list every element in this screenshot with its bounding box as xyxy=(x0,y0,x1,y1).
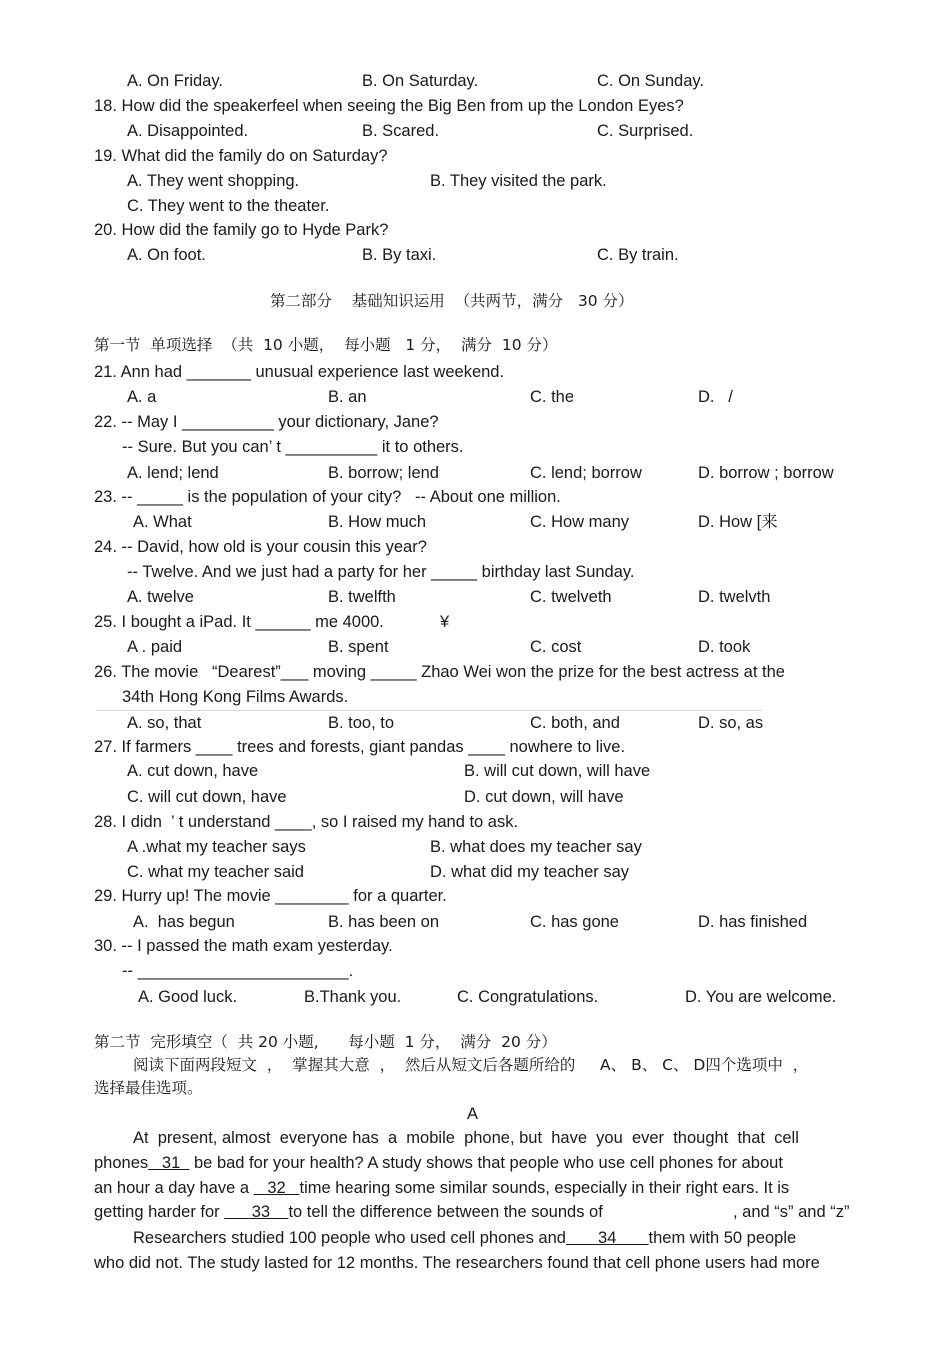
q21-option-d: D. / xyxy=(698,388,733,406)
q22-option-d: D. borrow ; borrow xyxy=(698,464,834,482)
yen-symbol: ¥ xyxy=(440,613,450,631)
q18-stem: 18. How did the speakerfeel when seeing the Big Ben from up the London Eyes? xyxy=(94,97,684,115)
q19-option-c: C. They went to the theater. xyxy=(127,197,330,215)
q22-stem: 22. -- May I __________ your dictionary, Jane? xyxy=(94,413,439,431)
divider-line xyxy=(96,710,762,711)
q20-option-c: C. By train. xyxy=(597,246,679,264)
q30-option-b: B.Thank you. xyxy=(304,988,402,1006)
q25-option-c: C. cost xyxy=(530,638,582,656)
q26-option-d: D. so, as xyxy=(698,714,764,732)
q27-option-a: A. cut down, have xyxy=(127,762,259,780)
q23-option-a: A. What xyxy=(133,513,192,531)
passage-line-2 xyxy=(94,1153,783,1173)
q22-stem-reply: -- Sure. But you can’ t __________ it to others. xyxy=(122,438,464,456)
q21-option-a: A. a xyxy=(127,388,157,406)
q23-option-b: B. How much xyxy=(328,513,427,531)
q29-option-d: D. has finished xyxy=(698,913,808,931)
part2-heading: 第二部分 基础知识运用 （共两节，满分 30 分） xyxy=(270,292,634,310)
q19-stem: 19. What did the family do on Saturday? xyxy=(94,147,388,165)
q25-option-b: B. spent xyxy=(328,638,389,656)
q22-option-a: A. lend; lend xyxy=(127,464,219,482)
q28-option-c: C. what my teacher said xyxy=(127,863,304,881)
q27-option-c: C. will cut down, have xyxy=(127,788,287,806)
q26-option-c: C. both, and xyxy=(530,714,620,732)
q25-stem: 25. I bought a iPad. It ______ me 4000. xyxy=(94,613,384,631)
q25-option-a: A . paid xyxy=(127,638,183,656)
q23-stem: 23. -- _____ is the population of your city? -- About one million. xyxy=(94,488,561,506)
passage-text: time hearing some similar sounds, especially in their right ears. It is xyxy=(299,1179,790,1197)
q19-option-a: A. They went shopping. xyxy=(127,172,300,190)
q30-option-a: A. Good luck. xyxy=(138,988,238,1006)
q21-stem: 21. Ann had _______ unusual experience last weekend. xyxy=(94,363,505,381)
passage-line-4-end: , and “s” and “z” xyxy=(733,1203,850,1221)
q20-option-a: A. On foot. xyxy=(127,246,206,264)
q30-option-c: C. Congratulations. xyxy=(457,988,599,1006)
q25-option-d: D. took xyxy=(698,638,751,656)
passage-text: them with 50 people xyxy=(648,1229,797,1247)
q17-option-a: A. On Friday. xyxy=(127,72,223,90)
q23-option-c: C. How many xyxy=(530,513,630,531)
instruction-line-2: 选择最佳选项。 xyxy=(94,1079,203,1097)
passage-line-6: who did not. The study lasted for 12 months. The researchers found that cell phone users had more xyxy=(94,1254,820,1272)
q19-option-b: B. They visited the park. xyxy=(430,172,607,190)
q29-option-a: A. has begun xyxy=(133,913,235,931)
q24-stem: 24. -- David, how old is your cousin this year? xyxy=(94,538,427,556)
q22-option-b: B. borrow; lend xyxy=(328,464,439,482)
q20-option-b: B. By taxi. xyxy=(362,246,437,264)
q24-option-c: C. twelveth xyxy=(530,588,612,606)
section1-heading: 第一节 单项选择 （共 10 小题， 每小题 1 分， 满分 10 分） xyxy=(94,336,558,354)
q20-stem: 20. How did the family go to Hyde Park? xyxy=(94,221,389,239)
q24-option-d: D. twelvth xyxy=(698,588,771,606)
q30-stem-reply: -- _______________________. xyxy=(122,962,354,980)
passage-line-3 xyxy=(94,1178,789,1198)
q21-option-c: C. the xyxy=(530,388,575,406)
q22-option-c: C. lend; borrow xyxy=(530,464,642,482)
q18-option-a: A. Disappointed. xyxy=(127,122,249,140)
q27-option-d: D. cut down, will have xyxy=(464,788,624,806)
passage-text: be bad for your health? A study shows that people who use cell phones for about xyxy=(189,1154,783,1172)
q24-stem-reply: -- Twelve. And we just had a party for her _____ birthday last Sunday. xyxy=(127,563,635,581)
q29-stem: 29. Hurry up! The movie ________ for a quarter. xyxy=(94,887,447,905)
q28-option-a: A .what my teacher says xyxy=(127,838,306,856)
q18-option-c: C. Surprised. xyxy=(597,122,694,140)
q30-option-d: D. You are welcome. xyxy=(685,988,837,1006)
q27-stem: 27. If farmers ____ trees and forests, giant pandas ____ nowhere to live. xyxy=(94,738,626,756)
blank-31: 31 xyxy=(148,1154,190,1172)
q29-option-c: C. has gone xyxy=(530,913,619,931)
blank-34: 34 xyxy=(565,1229,649,1247)
q23-option-d: D. How [来 xyxy=(698,513,778,531)
q24-option-a: A. twelve xyxy=(127,588,194,606)
instruction-line-1: 阅读下面两段短文 ， 掌握其大意 ， 然后从短文后各题所给的 A、 B、 C、 D四个选项中 ， xyxy=(133,1056,809,1074)
q26-option-a: A. so, that xyxy=(127,714,202,732)
q28-option-d: D. what did my teacher say xyxy=(430,863,629,881)
q24-option-b: B. twelfth xyxy=(328,588,396,606)
q26-option-b: B. too, to xyxy=(328,714,395,732)
q21-option-b: B. an xyxy=(328,388,367,406)
q28-option-b: B. what does my teacher say xyxy=(430,838,642,856)
q28-stem: 28. I didn ’ t understand ____, so I raised my hand to ask. xyxy=(94,813,519,831)
passage-line-4 xyxy=(94,1202,603,1222)
passage-text: an hour a day have a xyxy=(94,1179,254,1197)
q26-stem: 26. The movie “Dearest”___ moving _____ Zhao Wei won the prize for the best actress at the xyxy=(94,663,785,681)
q27-option-b: B. will cut down, will have xyxy=(464,762,651,780)
q26-stem-cont: 34th Hong Kong Films Awards. xyxy=(122,688,349,706)
q17-option-b: B. On Saturday. xyxy=(362,72,479,90)
passage-line-5 xyxy=(133,1228,796,1248)
passage-text: phones xyxy=(94,1154,149,1172)
blank-32: 32 xyxy=(253,1179,300,1197)
passage-text: getting harder for xyxy=(94,1203,225,1221)
section2-heading: 第二节 完形填空（ 共 20 小题, 每小题 1 分， 满分 20 分） xyxy=(94,1033,557,1051)
q17-option-c: C. On Sunday. xyxy=(597,72,705,90)
passage-line-1: At present, almost everyone has a mobile phone, but have you ever thought that cell xyxy=(133,1129,799,1147)
passage-label: A xyxy=(467,1105,479,1123)
q30-stem: 30. -- I passed the math exam yesterday. xyxy=(94,937,393,955)
q18-option-b: B. Scared. xyxy=(362,122,440,140)
passage-text: to tell the difference between the sounds of xyxy=(288,1203,603,1221)
passage-text: Researchers studied 100 people who used cell phones and xyxy=(133,1229,566,1247)
blank-33: 33 xyxy=(224,1203,289,1221)
q29-option-b: B. has been on xyxy=(328,913,440,931)
